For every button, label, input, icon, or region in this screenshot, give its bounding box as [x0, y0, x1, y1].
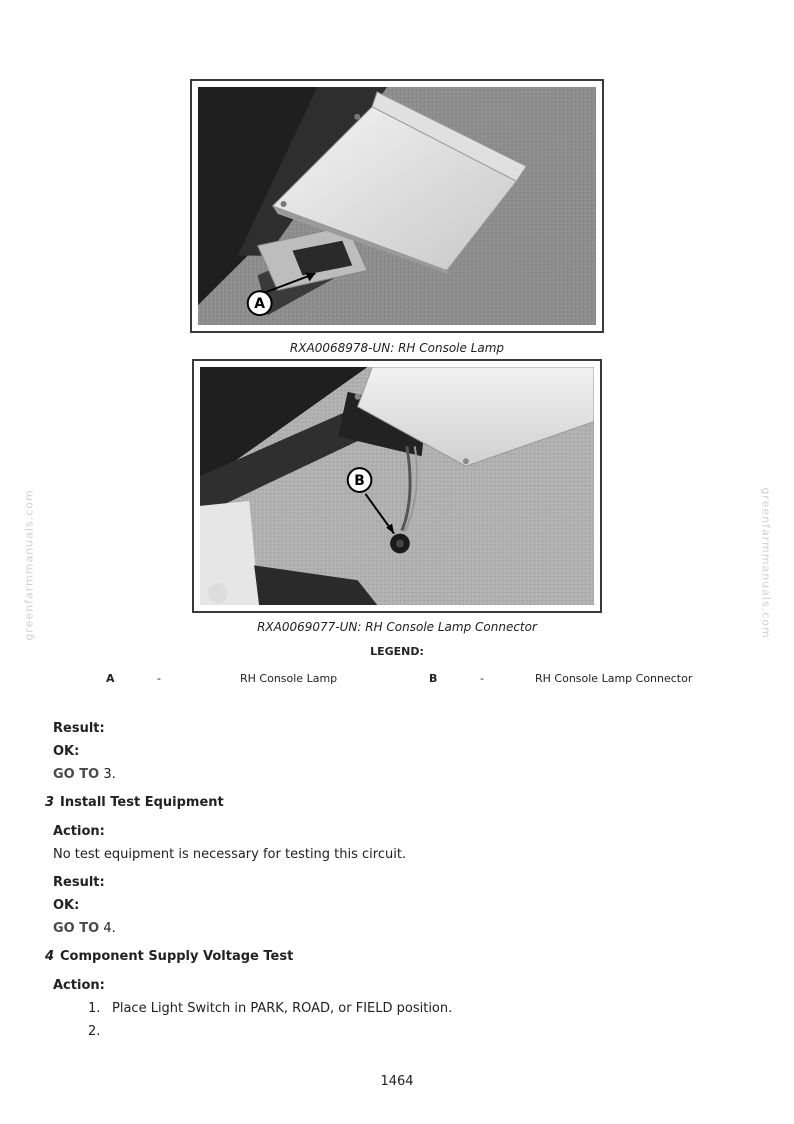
goto-line	[53, 767, 116, 782]
list-item-number: 1.	[88, 1001, 101, 1016]
photo-rh-console-lamp	[198, 87, 596, 325]
goto-link[interactable]: GO TO	[53, 767, 100, 782]
figure-caption: RXA0069077-UN: RH Console Lamp Connector	[257, 620, 537, 634]
action-label: Action:	[53, 824, 105, 839]
legend-text: RH Console Lamp Connector	[535, 672, 693, 685]
action-text: No test equipment is necessary for testing this circuit.	[53, 847, 407, 862]
list-item-number: 2.	[88, 1024, 101, 1039]
result-label: Result:	[53, 721, 105, 736]
legend-dash: -	[157, 672, 161, 685]
result-label: Result:	[53, 875, 105, 890]
callout-b: B	[354, 472, 365, 490]
goto-line	[53, 921, 116, 936]
step-title: Component Supply Voltage Test	[60, 949, 294, 964]
step-heading	[32, 795, 224, 810]
goto-target: 3.	[103, 767, 116, 782]
watermark: greenfarmmanuals.com	[22, 489, 36, 641]
figure-caption: RXA0068978-UN: RH Console Lamp	[289, 341, 505, 355]
step-title: Install Test Equipment	[60, 795, 224, 810]
photo-rh-console-lamp-connector	[200, 367, 594, 605]
legend-title: LEGEND:	[370, 645, 424, 658]
watermark: greenfarmmanuals.com	[759, 487, 773, 639]
goto-link[interactable]: GO TO	[53, 921, 100, 936]
step-number: 3	[44, 795, 54, 810]
ok-label: OK:	[53, 744, 80, 759]
ok-label: OK:	[53, 898, 80, 913]
action-label: Action:	[53, 978, 105, 993]
callout-a: A	[254, 296, 266, 313]
figure-rh-console-lamp	[190, 79, 604, 333]
goto-target: 4.	[103, 921, 116, 936]
legend-dash: -	[480, 672, 484, 685]
step-number: 4	[44, 949, 54, 964]
legend-key: B	[429, 672, 438, 685]
step-heading	[32, 949, 293, 964]
list-item-text: Place Light Switch in PARK, ROAD, or FIELD position.	[112, 1001, 453, 1016]
page-number: 1464	[380, 1074, 414, 1089]
figure-rh-console-lamp-connector	[192, 359, 602, 613]
legend-text: RH Console Lamp	[240, 672, 338, 685]
legend-key: A	[106, 672, 115, 685]
